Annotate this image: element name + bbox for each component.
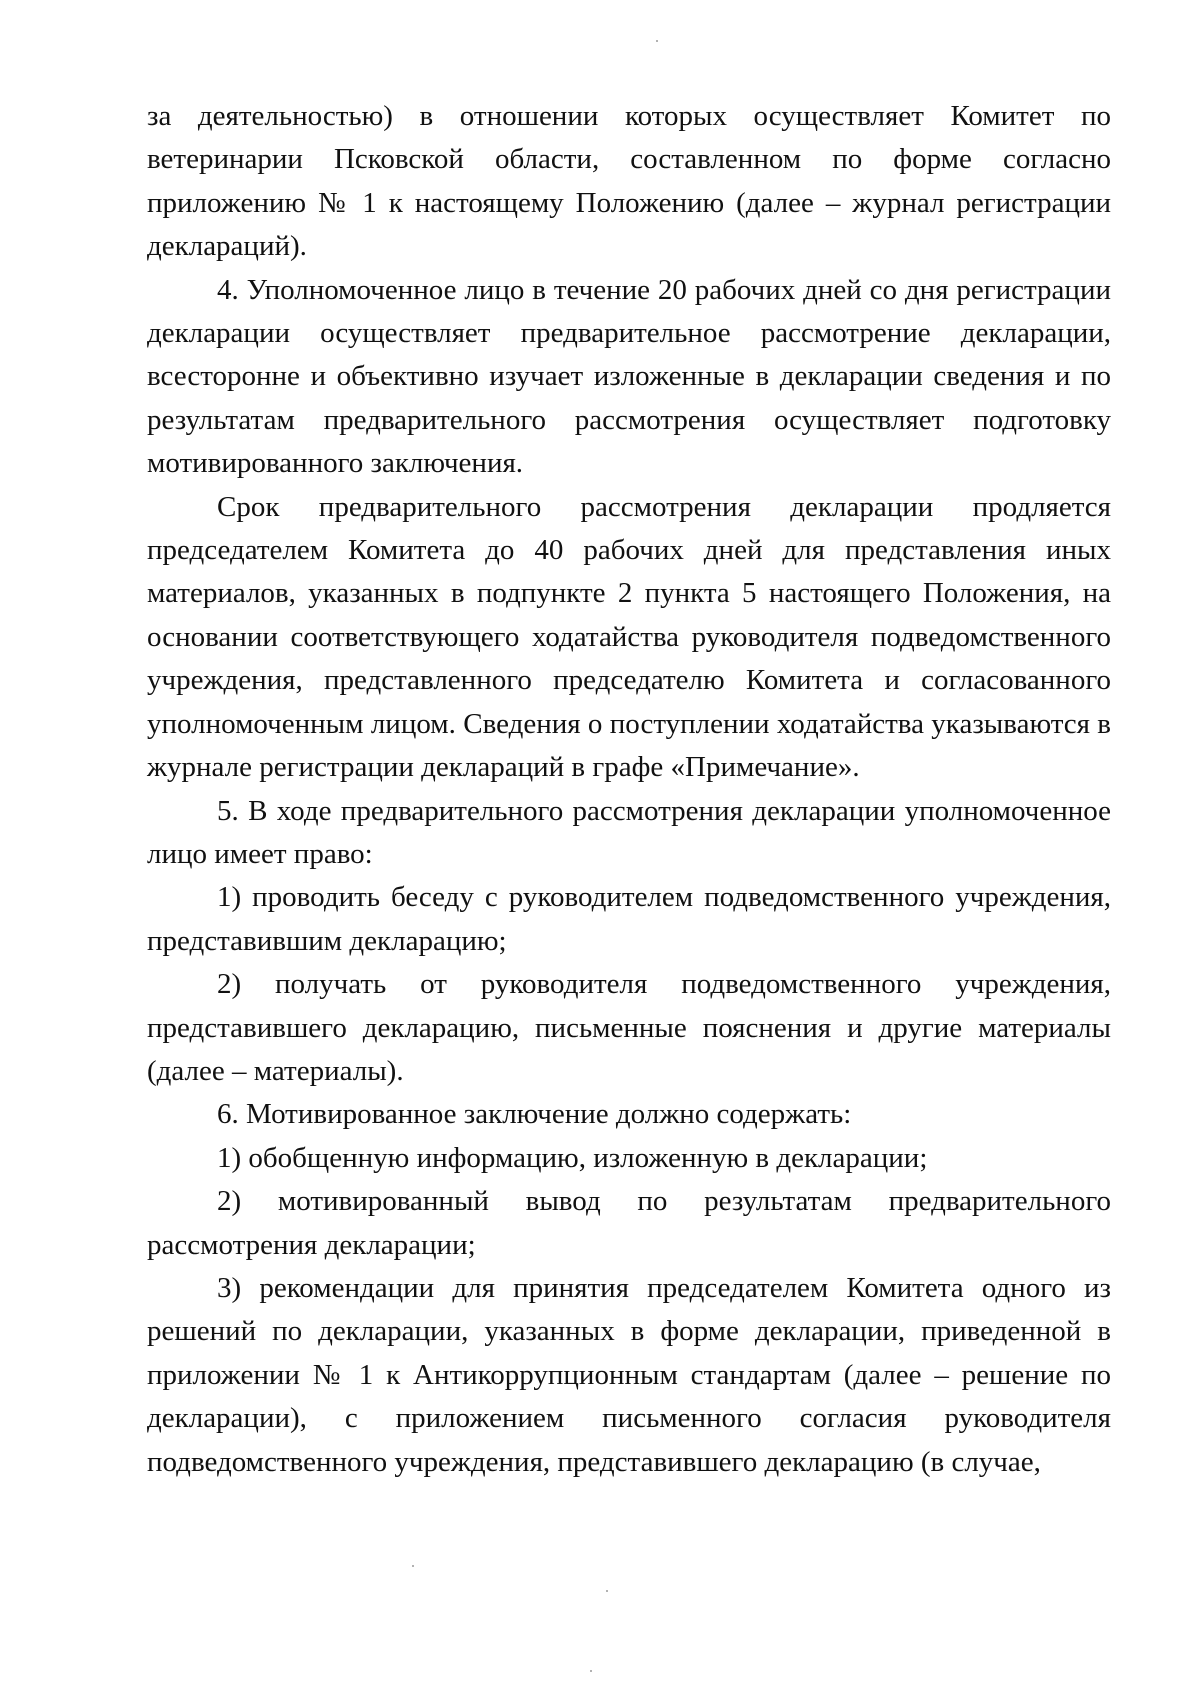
paragraph-item-6: 6. Мотивированное заключение должно содержать: (217, 1098, 852, 1131)
paragraph-item-4: 4. Уполномоченное лицо в течение 20 рабочих дней со дня регистрации декларации осуществляет предварительное рассмотрение декларации, всесторонне и объективно изучает изложенные в декларации сведения и по результатам предварительного рассмотрения осуществляет подготовку мотивированного заключения. (147, 273, 1111, 480)
paragraph-item-6-1: 1) обобщенную информацию, изложенную в декларации; (217, 1141, 928, 1174)
paragraph-item-6-3: 3) рекомендации для принятия председателем Комитета одного из решений по декларации, указанных в форме декларации, приведенной в приложении № 1 к Антикоррупционным стандартам (далее – решение по декларации), с приложением письменного согласия руководителя подведомственного учреждения, представившего декларацию (в случае, (147, 1271, 1111, 1478)
paragraph-item-6-2: 2) мотивированный вывод по результатам предварительного рассмотрения декларации; (147, 1185, 1111, 1261)
scan-speck (606, 1590, 608, 1592)
scan-speck (656, 40, 658, 42)
paragraph-item-5-2: 2) получать от руководителя подведомственного учреждения, представившего декларацию, письменные пояснения и другие материалы (далее – материалы). (147, 968, 1111, 1087)
scan-speck (412, 1565, 414, 1567)
document-body (147, 95, 1111, 1484)
paragraph-item-5: 5. В ходе предварительного рассмотрения декларации уполномоченное лицо имеет право: (147, 794, 1111, 870)
paragraph-review-term: Срок предварительного рассмотрения декларации продляется председателем Комитета до 40 рабочих дней для представления иных материалов, указанных в подпункте 2 пункта 5 настоящего Положения, на основании соответствующего ходатайства руководителя подведомственного учреждения, представленного председателю Комитета и согласованного уполномоченным лицом. Сведения о поступлении ходатайства указываются в журнале регистрации деклараций в графе «Примечание». (147, 490, 1111, 784)
paragraph-continuation: за деятельностью) в отношении которых осуществляет Комитет по ветеринарии Псковской области, составленном по форме согласно приложению № 1 к настоящему Положению (далее – журнал регистрации деклараций). (147, 100, 1111, 263)
scan-speck (590, 1670, 592, 1672)
paragraph-item-5-1: 1) проводить беседу с руководителем подведомственного учреждения, представившим декларацию; (147, 881, 1111, 957)
